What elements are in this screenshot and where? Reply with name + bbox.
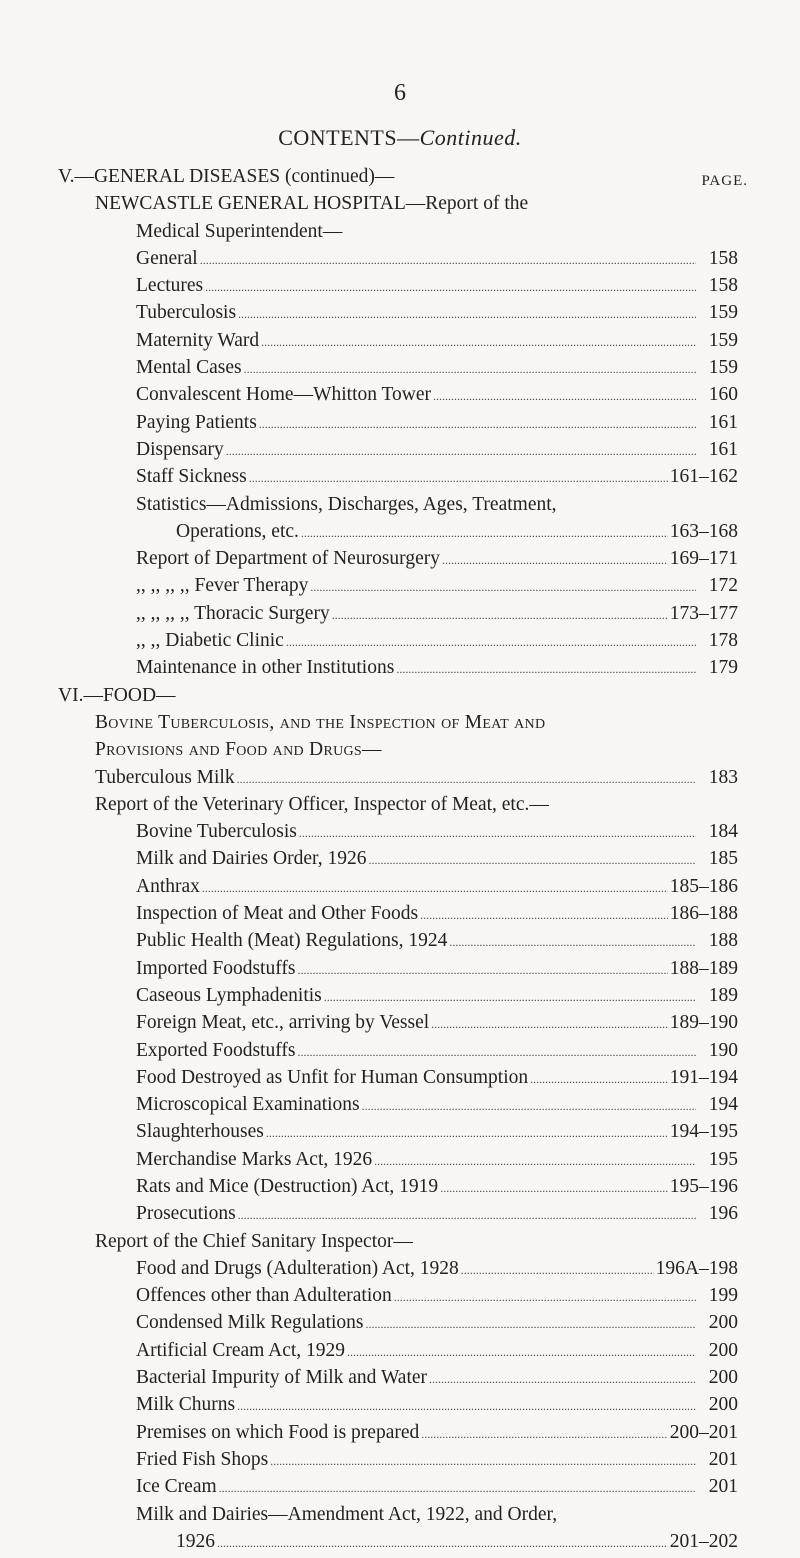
dot-leader <box>217 1531 668 1553</box>
toc-text: Food and Drugs (Adulteration) Act, 1928 <box>136 1257 459 1279</box>
dot-leader <box>396 657 696 679</box>
dot-leader <box>362 1094 696 1116</box>
dot-leader <box>374 1149 696 1171</box>
toc-entry <box>58 930 738 957</box>
toc-entry <box>58 876 738 903</box>
toc-entry <box>58 1121 738 1148</box>
dot-leader <box>421 1422 668 1444</box>
toc-entry <box>58 630 738 657</box>
toc-text: Food Destroyed as Unfit for Human Consumption <box>136 1066 529 1088</box>
toc-heading <box>58 221 738 248</box>
dot-leader <box>297 958 667 980</box>
dot-leader <box>433 384 696 406</box>
toc-text: Fried Fish Shops <box>136 1448 269 1470</box>
toc-page-number: 158 <box>708 247 738 269</box>
toc-text: Milk and Dairies Order, 1926 <box>136 848 367 870</box>
title-main: CONTENTS— <box>278 125 420 150</box>
dot-leader <box>440 1176 668 1198</box>
toc-page-number: 200 <box>708 1312 738 1334</box>
toc-page-number: 185 <box>708 848 738 870</box>
toc-page-number: 184 <box>708 821 738 843</box>
toc-page-number: 195 <box>708 1148 738 1170</box>
toc-page-number: 178 <box>708 630 738 652</box>
toc-entry <box>58 1422 738 1449</box>
toc-entry <box>58 248 738 275</box>
toc-page-number: 194 <box>708 1094 738 1116</box>
toc-page-number: 201 <box>708 1448 738 1470</box>
toc-text: ,, ,, ,, ,, Thoracic Surgery <box>136 602 330 624</box>
page-number: 6 <box>394 80 406 106</box>
toc-entry <box>58 821 738 848</box>
dot-leader <box>366 1312 697 1334</box>
toc-page-number: 201 <box>708 1476 738 1498</box>
toc-entry <box>58 848 738 875</box>
dot-leader <box>244 357 696 379</box>
toc-text: Slaughterhouses <box>136 1121 264 1143</box>
dot-leader <box>299 821 696 843</box>
toc-entry <box>58 1340 738 1367</box>
toc-text: Report of the Veterinary Officer, Inspector of Meat, etc.— <box>95 793 549 815</box>
toc-heading <box>58 1504 738 1531</box>
toc-page-number: 185–186 <box>669 875 738 897</box>
toc-page-number: 195–196 <box>669 1175 738 1197</box>
toc-page-number: 196A–198 <box>655 1257 738 1279</box>
toc-text: Bacterial Impurity of Milk and Water <box>136 1367 428 1389</box>
dot-leader <box>286 630 696 652</box>
toc-text: Milk Churns <box>136 1394 236 1416</box>
toc-text: Lectures <box>136 275 204 297</box>
dot-leader <box>449 930 696 952</box>
toc-text: 1926 <box>176 1530 215 1552</box>
dot-leader <box>237 1394 696 1416</box>
dot-leader <box>394 1285 696 1307</box>
toc-page-number: 161 <box>708 411 738 433</box>
toc-text: Report of the Chief Sanitary Inspector— <box>95 1230 413 1252</box>
toc-entry <box>58 275 738 302</box>
toc-text: Artificial Cream Act, 1929 <box>136 1339 346 1361</box>
dot-leader <box>530 1067 668 1089</box>
toc-page-number: 199 <box>708 1285 738 1307</box>
dot-leader <box>238 302 696 324</box>
toc-text: Milk and Dairies—Amendment Act, 1922, and Order, <box>136 1503 558 1525</box>
toc-text: Offences other than Adulteration <box>136 1285 392 1307</box>
toc-text: NEWCASTLE GENERAL HOSPITAL—Report of the <box>95 193 529 215</box>
toc-entry <box>58 1258 738 1285</box>
toc-entry <box>58 1531 738 1558</box>
toc-heading <box>58 685 738 712</box>
toc-text: Caseous Lymphadenitis <box>136 984 322 1006</box>
toc-heading <box>58 794 738 821</box>
toc-heading <box>58 1231 738 1258</box>
toc-entry <box>58 548 738 575</box>
toc-text: Bovine Tuberculosis, and the Inspection of Meat and <box>95 711 546 733</box>
toc-entry <box>58 384 738 411</box>
toc-text: Tuberculous Milk <box>95 766 235 788</box>
toc-entry <box>58 985 738 1012</box>
page-column-label: PAGE. <box>701 173 748 189</box>
toc-entry <box>58 1476 738 1503</box>
toc-heading <box>58 193 738 220</box>
toc-entry <box>58 767 738 794</box>
toc-text: ,, ,, Diabetic Clinic <box>136 630 284 652</box>
toc-page-number: 159 <box>708 357 738 379</box>
toc-page-number: 188 <box>708 930 738 952</box>
dot-leader <box>219 1476 696 1498</box>
dot-leader <box>205 275 696 297</box>
table-of-contents <box>58 166 738 1558</box>
title-italic: Continued. <box>419 125 522 150</box>
toc-text: Imported Foodstuffs <box>136 957 296 979</box>
toc-entry <box>58 575 738 602</box>
page-title <box>0 125 800 151</box>
toc-page-number: 188–189 <box>669 957 738 979</box>
dot-leader <box>332 603 668 625</box>
toc-text: Ice Cream <box>136 1476 217 1498</box>
dot-leader <box>347 1340 696 1362</box>
toc-text: Provisions and Food and Drugs— <box>95 739 382 761</box>
toc-entry <box>58 1149 738 1176</box>
toc-text: Report of Department of Neurosurgery <box>136 548 440 570</box>
toc-page-number: 200 <box>708 1394 738 1416</box>
toc-entry <box>58 330 738 357</box>
toc-heading <box>58 494 738 521</box>
toc-text: Condensed Milk Regulations <box>136 1312 364 1334</box>
toc-text: Dispensary <box>136 438 224 460</box>
dot-leader <box>368 848 696 870</box>
toc-entry <box>58 1449 738 1476</box>
dot-leader <box>202 876 668 898</box>
toc-entry <box>58 1067 738 1094</box>
toc-page-number: 194–195 <box>669 1121 738 1143</box>
toc-entry <box>58 1176 738 1203</box>
dot-leader <box>259 412 696 434</box>
toc-text: Statistics—Admissions, Discharges, Ages, Treatment, <box>136 493 557 515</box>
toc-entry <box>58 1312 738 1339</box>
toc-page-number: 190 <box>708 1039 738 1061</box>
dot-leader <box>442 548 668 570</box>
toc-page-number: 173–177 <box>669 602 738 624</box>
dot-leader <box>301 521 668 543</box>
toc-page-number: 186–188 <box>669 903 738 925</box>
toc-page-number: 161 <box>708 438 738 460</box>
toc-page-number: 183 <box>708 766 738 788</box>
dot-leader <box>226 439 696 461</box>
dot-leader <box>324 985 696 1007</box>
toc-text: Staff Sickness <box>136 466 247 488</box>
toc-text: Maternity Ward <box>136 329 260 351</box>
toc-page-number: 196 <box>708 1203 738 1225</box>
toc-heading <box>58 739 738 766</box>
toc-entry <box>58 958 738 985</box>
toc-entry <box>58 439 738 466</box>
toc-text: Mental Cases <box>136 357 242 379</box>
toc-entry <box>58 1012 738 1039</box>
toc-page-number: 200 <box>708 1367 738 1389</box>
toc-entry <box>58 603 738 630</box>
toc-text: Prosecutions <box>136 1203 236 1225</box>
toc-entry <box>58 1203 738 1230</box>
toc-heading <box>58 712 738 739</box>
toc-entry <box>58 1367 738 1394</box>
toc-text: VI.—FOOD— <box>58 684 176 706</box>
dot-leader <box>420 903 668 925</box>
toc-page-number: 200 <box>708 1339 738 1361</box>
toc-entry <box>58 357 738 384</box>
toc-text: Foreign Meat, etc., arriving by Vessel <box>136 1012 430 1034</box>
toc-text: V.—GENERAL DISEASES (continued)— <box>58 166 395 187</box>
dot-leader <box>237 767 696 789</box>
dot-leader <box>261 330 696 352</box>
toc-entry <box>58 302 738 329</box>
toc-text: Tuberculosis <box>136 302 237 324</box>
dot-leader <box>297 1040 696 1062</box>
toc-page-number: 179 <box>708 657 738 679</box>
toc-entry <box>58 521 738 548</box>
toc-text: Merchandise Marks Act, 1926 <box>136 1148 373 1170</box>
toc-page-number: 159 <box>708 302 738 324</box>
toc-text: Medical Superintendent— <box>136 220 343 242</box>
toc-entry <box>58 903 738 930</box>
toc-entry <box>58 1040 738 1067</box>
dot-leader <box>461 1258 654 1280</box>
toc-entry <box>58 1394 738 1421</box>
dot-leader <box>310 575 696 597</box>
toc-entry <box>58 1285 738 1312</box>
toc-entry <box>58 412 738 439</box>
toc-text: Anthrax <box>136 875 200 897</box>
toc-heading <box>58 166 738 193</box>
toc-text: General <box>136 247 198 269</box>
toc-text: Convalescent Home—Whitton Tower <box>136 384 432 406</box>
dot-leader <box>270 1449 696 1471</box>
toc-text: Operations, etc. <box>176 520 299 542</box>
toc-text: Premises on which Food is prepared <box>136 1421 420 1443</box>
toc-page-number: 159 <box>708 329 738 351</box>
toc-page-number: 169–171 <box>669 548 738 570</box>
dot-leader <box>238 1203 696 1225</box>
toc-page-number: 189 <box>708 984 738 1006</box>
toc-entry <box>58 466 738 493</box>
toc-page-number: 172 <box>708 575 738 597</box>
toc-text: Rats and Mice (Destruction) Act, 1919 <box>136 1175 439 1197</box>
dot-leader <box>429 1367 696 1389</box>
toc-page-number: 191–194 <box>669 1066 738 1088</box>
toc-page-number: 161–162 <box>669 466 738 488</box>
toc-entry <box>58 657 738 684</box>
toc-page-number: 189–190 <box>669 1012 738 1034</box>
toc-text: ,, ,, ,, ,, Fever Therapy <box>136 575 309 597</box>
toc-page-number: 158 <box>708 275 738 297</box>
toc-text: Paying Patients <box>136 411 257 433</box>
dot-leader <box>266 1121 668 1143</box>
toc-page-number: 163–168 <box>669 520 738 542</box>
toc-text: Maintenance in other Institutions <box>136 657 395 679</box>
toc-page-number: 160 <box>708 384 738 406</box>
dot-leader <box>200 248 696 270</box>
toc-entry <box>58 1094 738 1121</box>
toc-text: Bovine Tuberculosis <box>136 821 297 843</box>
toc-page-number: 200–201 <box>669 1421 738 1443</box>
toc-page-number: 201–202 <box>669 1530 738 1552</box>
toc-text: Public Health (Meat) Regulations, 1924 <box>136 930 448 952</box>
toc-text: Exported Foodstuffs <box>136 1039 296 1061</box>
toc-text: Inspection of Meat and Other Foods <box>136 903 419 925</box>
dot-leader <box>249 466 668 488</box>
dot-leader <box>431 1012 668 1034</box>
toc-text: Microscopical Examinations <box>136 1094 360 1116</box>
